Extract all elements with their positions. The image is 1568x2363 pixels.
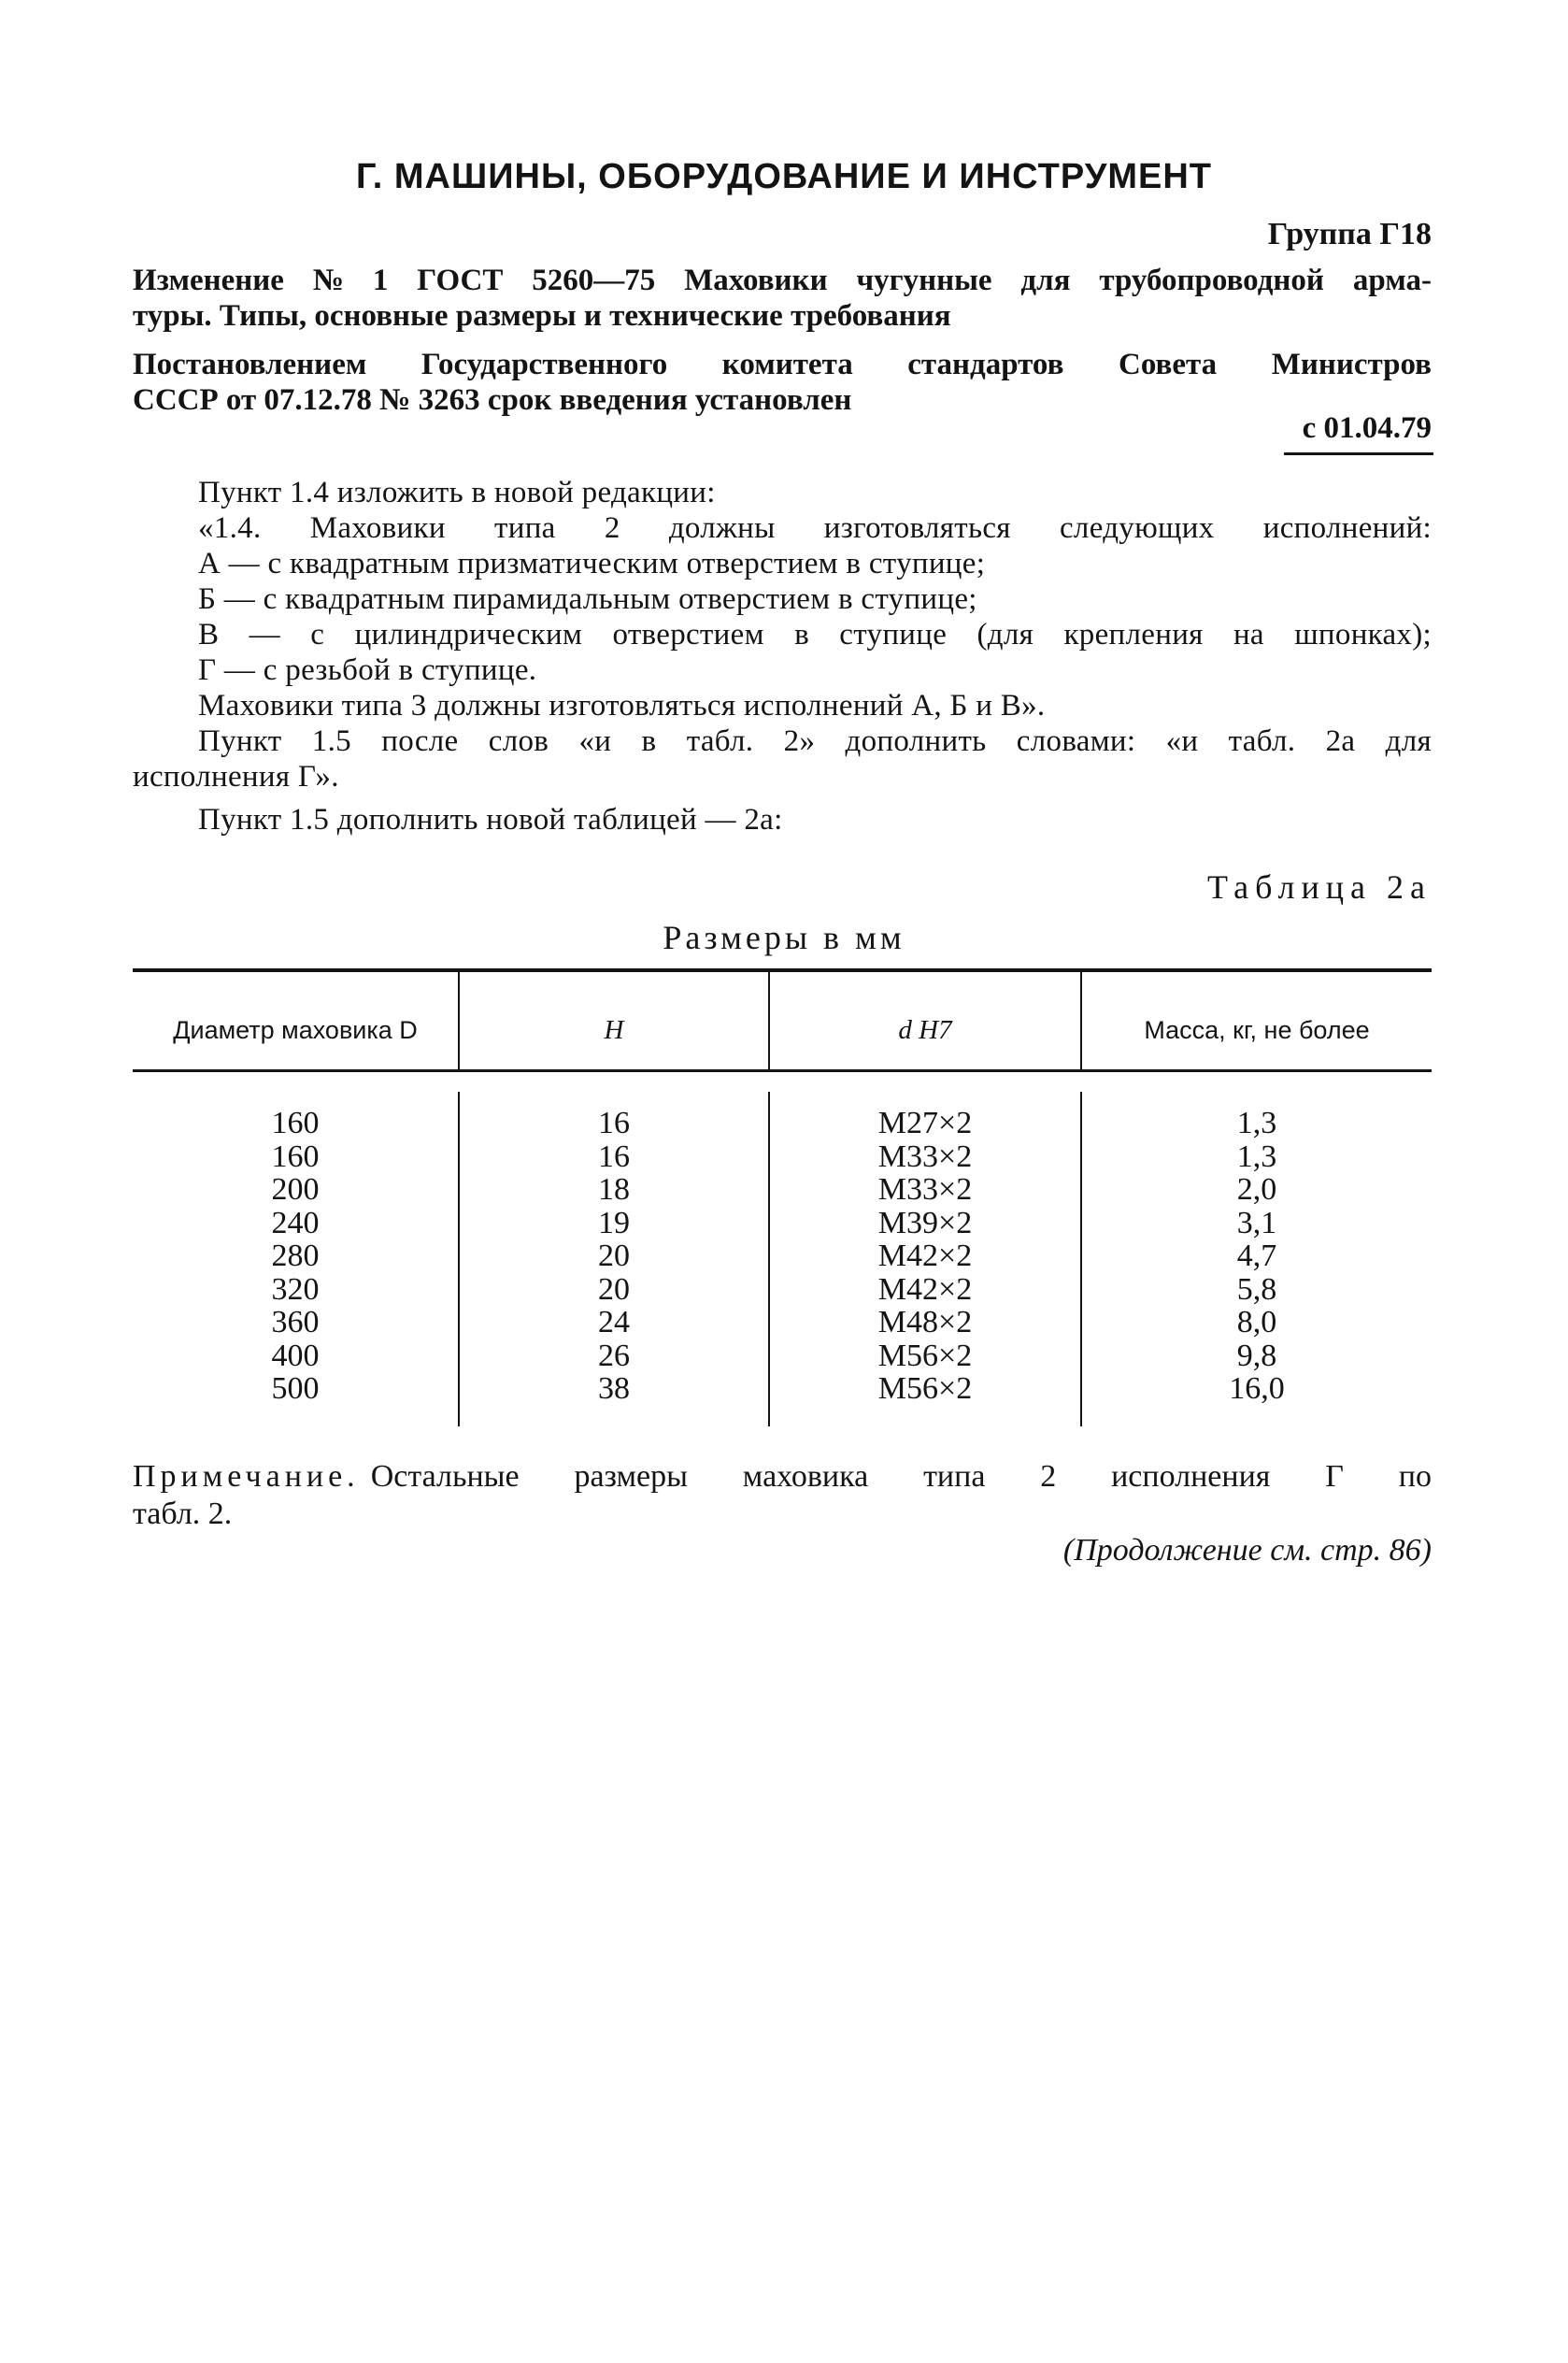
body-line: «1.4. Маховики типа 2 должны изготовляться следующих исполнений: bbox=[198, 511, 1432, 545]
note-label: Примечание. bbox=[133, 1459, 360, 1494]
table-cell: 18 bbox=[598, 1172, 630, 1207]
table-cell: 16 bbox=[598, 1106, 630, 1140]
table-cell: 24 bbox=[598, 1305, 630, 1339]
header-h: H bbox=[604, 1014, 624, 1045]
header-mass: Масса, кг, не более bbox=[1144, 1015, 1370, 1044]
table-cell: М27×2 bbox=[877, 1106, 973, 1140]
table-header-rule bbox=[133, 1069, 1432, 1072]
body-line: Маховики типа 3 должны изготовляться исполнений А, Б и В». bbox=[198, 689, 1046, 723]
table-cell: М42×2 bbox=[877, 1239, 973, 1273]
effective-date: с 01.04.79 bbox=[1302, 411, 1432, 445]
table-cell: М48×2 bbox=[877, 1305, 973, 1339]
table-cell: 200 bbox=[271, 1172, 320, 1207]
body-line: Пункт 1.5 дополнить новой таблицей — 2а: bbox=[198, 803, 783, 837]
note-line-1 bbox=[133, 1458, 1432, 1496]
continuation-note: (Продолжение см. стр. 86) bbox=[1062, 1533, 1432, 1568]
table-cell: М33×2 bbox=[877, 1172, 973, 1207]
body-line: Б — с квадратным пирамидальным отверстием в ступице; bbox=[198, 582, 977, 616]
table-cell: 5,8 bbox=[1236, 1271, 1277, 1307]
table-cell: 20 bbox=[598, 1271, 630, 1307]
note-text: Остальные размеры маховика типа 2 исполнения Г по bbox=[370, 1459, 1432, 1494]
table-cell: 240 bbox=[271, 1205, 320, 1240]
table-cell: 1,3 bbox=[1236, 1106, 1277, 1140]
body-line: Г — с резьбой в ступице. bbox=[198, 653, 537, 687]
table-cell: 400 bbox=[271, 1338, 320, 1373]
body-line: Пункт 1.5 после слов «и в табл. 2» дополнить словами: «и табл. 2а для bbox=[198, 724, 1432, 758]
table-cell: 4,7 bbox=[1236, 1239, 1277, 1273]
table-cell: 160 bbox=[271, 1106, 320, 1140]
body-line: исполнения Г». bbox=[133, 760, 339, 794]
resolution-line-1: Постановлением Государственного комитета стандартов Совета Министров bbox=[133, 348, 1432, 381]
table-cell: 500 bbox=[271, 1371, 320, 1406]
table-cell: М42×2 bbox=[877, 1271, 973, 1307]
table-cell: 16,0 bbox=[1229, 1371, 1285, 1406]
table-cell: 38 bbox=[598, 1371, 630, 1406]
table-cell: 160 bbox=[271, 1139, 320, 1174]
table-caption: Таблица 2а bbox=[1207, 868, 1432, 906]
column-h bbox=[460, 1107, 768, 1406]
table-cell: 9,8 bbox=[1236, 1338, 1277, 1373]
table-top-rule bbox=[133, 968, 1432, 972]
table-cell: М39×2 bbox=[877, 1205, 973, 1240]
table-cell: М33×2 bbox=[877, 1139, 973, 1174]
table-cell: 1,3 bbox=[1236, 1139, 1277, 1174]
heading-line-1: Изменение № 1 ГОСТ 5260—75 Маховики чугунные для трубопроводной арма- bbox=[133, 264, 1432, 297]
table-cell: 320 bbox=[271, 1271, 320, 1307]
heading-line-2: туры. Типы, основные размеры и технические требования bbox=[133, 299, 951, 333]
table-cell: 26 bbox=[598, 1338, 630, 1373]
column-d-h7 bbox=[770, 1107, 1080, 1406]
table-cell: 8,0 bbox=[1236, 1305, 1277, 1339]
table-cell: 2,0 bbox=[1236, 1172, 1277, 1207]
column-mass bbox=[1082, 1107, 1432, 1406]
body-line: Пункт 1.4 изложить в новой редакции: bbox=[198, 476, 716, 509]
body-line: В — с цилиндрическим отверстием в ступице (для крепления на шпонках); bbox=[198, 618, 1432, 652]
header-diameter: Диаметр маховика D bbox=[173, 1015, 418, 1044]
table-cell: 19 bbox=[598, 1205, 630, 1240]
table-cell: М56×2 bbox=[877, 1371, 973, 1406]
header-d-h7: d H7 bbox=[898, 1014, 952, 1045]
column-diameter bbox=[133, 1107, 458, 1406]
table-cell: 20 bbox=[598, 1239, 630, 1273]
table-cell: 16 bbox=[598, 1139, 630, 1174]
resolution-line-2: СССР от 07.12.78 № 3263 срок введения установлен bbox=[133, 383, 852, 417]
table-cell: 360 bbox=[271, 1305, 320, 1339]
date-underline bbox=[1284, 452, 1433, 455]
table-cell: 3,1 bbox=[1236, 1205, 1277, 1240]
table-cell: 280 bbox=[271, 1239, 320, 1273]
body-line: А — с квадратным призматическим отверстием в ступице; bbox=[198, 547, 986, 580]
note-line-2: табл. 2. bbox=[133, 1497, 233, 1531]
table-units: Размеры в мм bbox=[663, 919, 905, 956]
group-label: Группа Г18 bbox=[1267, 217, 1432, 251]
section-title: Г. МАШИНЫ, ОБОРУДОВАНИЕ И ИНСТРУМЕНТ bbox=[356, 157, 1212, 196]
table-cell: М56×2 bbox=[877, 1338, 973, 1373]
